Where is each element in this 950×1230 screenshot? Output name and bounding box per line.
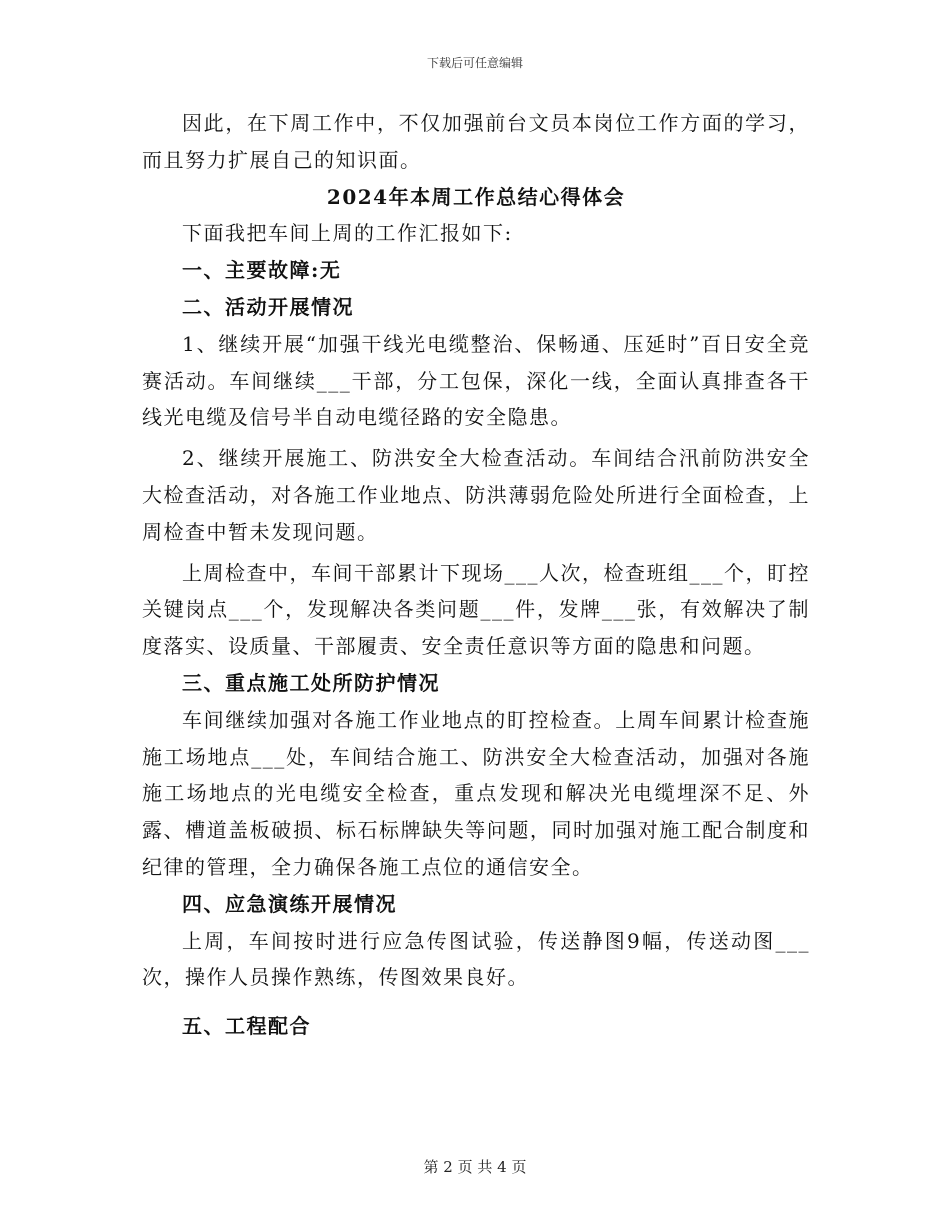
paragraph-inspection: 上周检查中，车间干部累计下现场___人次，检查班组___个，盯控关键岗点___个，发现解决各类问题___件，发牌___张，有效解决了制度落实、设质量、干部履责、安全责任意识等方面的隐患和问题。 (142, 560, 810, 659)
paragraph-construction: 车间继续加强对各施工作业地点的盯控检查。上周车间累计检查施施工场地点___处，车间结合施工、防洪安全大检查活动，加强对各施施工场地点的光电缆安全检查，重点发现和解决光电缆埋深不足、外露、槽道盖板破损、标石标牌缺失等问题，同时加强对施工配合制度和纪律的管理，全力确保各施工点位的通信安全。 (142, 707, 810, 879)
page-header: 下载后可任意编辑 (426, 56, 523, 70)
page-footer: 第 2 页 共 4 页 (423, 1158, 527, 1176)
lead-paragraph: 下面我把车间上周的工作汇报如下: (182, 221, 513, 246)
paragraph-activity-1: 1、继续开展“加强干线光电缆整治、保畅通、压延时”百日安全竞赛活动。车间继续___干部，分工包保，深化一线，全面认真排查各干线光电缆及信号半自动电缆径路的安全隐患。 (142, 331, 810, 430)
section-heading-4: 四、应急演练开展情况 (182, 891, 397, 916)
document-body (142, 105, 810, 1045)
paragraph-emergency: 上周，车间按时进行应急传图试验，传送静图9幅，传送动图___次，操作人员操作熟练，传图效果良好。 (142, 928, 810, 990)
section-heading-3: 三、重点施工处所防护情况 (182, 670, 440, 695)
document-title: 2024年本周工作总结心得体会 (326, 184, 626, 209)
section-heading-1: 一、主要故障:无 (182, 258, 342, 283)
section-heading-2: 二、活动开展情况 (182, 294, 354, 319)
paragraph-activity-2: 2、继续开展施工、防洪安全大检查活动。车间结合汛前防洪安全大检查活动，对各施工作业地点、防洪薄弱危险处所进行全面检查，上周检查中暂未发现问题。 (142, 446, 810, 544)
intro-paragraph: 因此，在下周工作中，不仅加强前台文员本岗位工作方面的学习，而且努力扩展自己的知识面。 (142, 111, 810, 172)
section-heading-5: 五、工程配合 (182, 1014, 311, 1039)
